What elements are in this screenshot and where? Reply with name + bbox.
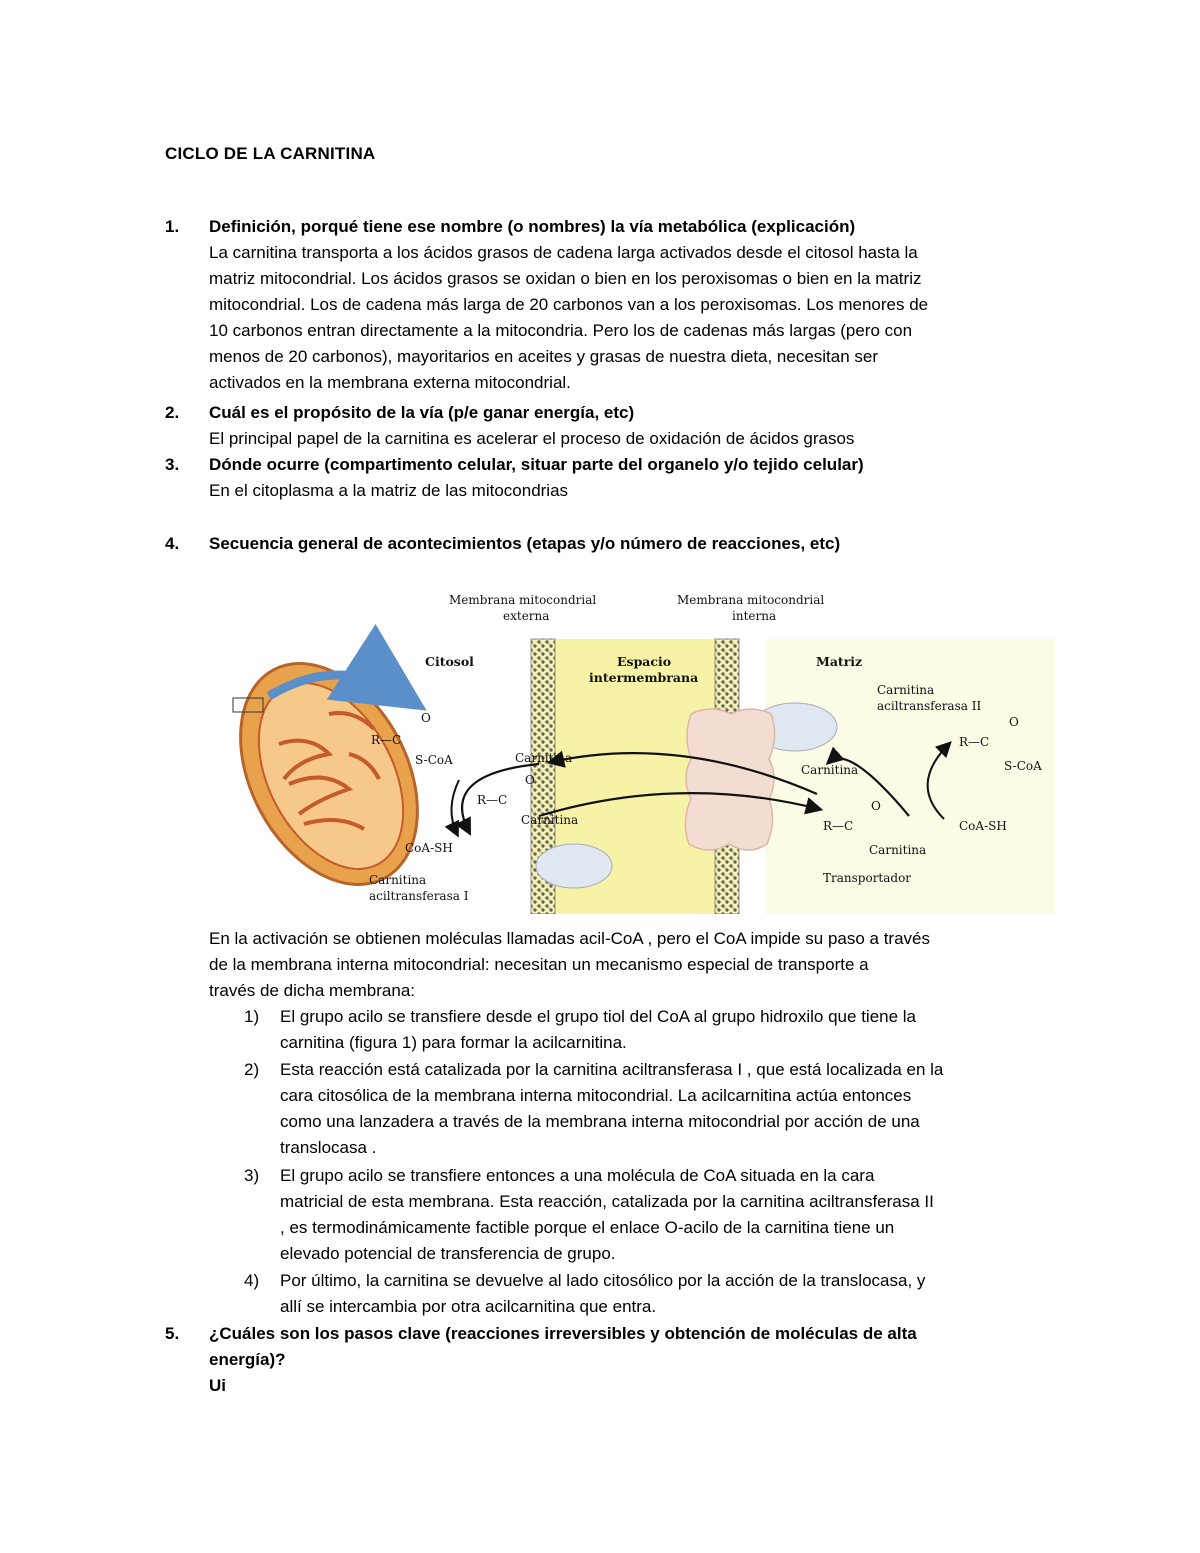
label-o-right: O [1009,715,1019,729]
section-heading-cont: energía)? [209,1350,286,1369]
section-line: mitocondrial. Los de cadena más larga de 20 carbonos van a los peroxisomas. Los menores de [209,295,929,314]
step-line: Por último, la carnitina se devuelve al lado citosólico por la acción de la translocasa, y [280,1271,926,1290]
transporter-protein [685,709,774,850]
step-line: , es termodinámicamente factible porque el enlace O-acilo de la carnitina tiene un [280,1218,895,1237]
label-cat1-2: aciltransferasa I [369,889,469,903]
section-line: La carnitina transporta a los ácidos grasos de cadena larga activados desde el citosol hasta la [209,243,918,262]
label-scoa-left: S-CoA [415,753,453,767]
label-o-matrix: O [871,799,881,813]
label-transportador: Transportador [823,871,912,885]
step-line: cara citosólica de la membrana interna mitocondrial. La acilcarnitina actúa entonces [280,1086,912,1105]
label-espacio-2: intermembrana [589,670,699,685]
step-line: como una lanzadera a través de la membrana interna mitocondrial por acción de una [280,1112,920,1131]
section-line: activados en la membrana externa mitocondrial. [209,373,571,392]
label-cat1-1: Carnitina [369,873,427,887]
label-rc-left: R—C [371,733,402,747]
section-answer: Ui [209,1376,226,1395]
section-heading: ¿Cuáles son los pasos clave (reacciones irreversibles y obtención de moléculas de alta [209,1324,917,1343]
label-inner-membrane-1: Membrana mitocondrial [677,593,825,607]
label-coash-right: CoA-SH [959,819,1007,833]
label-espacio-1: Espacio [617,654,672,669]
label-citosol: Citosol [425,654,474,669]
section-4 [165,531,1045,557]
label-inner-membrane-2: interna [732,609,777,623]
label-scoa-right: S-CoA [1004,759,1042,773]
section-number: 3. [165,455,180,474]
label-coash-left: CoA-SH [405,841,453,855]
activation-paragraph [209,926,1049,1004]
section-1 [165,214,1045,396]
step-1 [244,1004,1044,1056]
label-rc-right: R—C [959,735,990,749]
section-line: matriz mitocondrial. Los ácidos grasos se oxidan o bien en los peroxisomas o bien en la matriz [209,269,922,288]
section-heading: Definición, porqué tiene ese nombre (o nombres) la vía metabólica (explicación) [209,217,856,236]
paragraph-line: En la activación se obtienen moléculas llamadas acil-CoA , pero el CoA impide su paso a través [209,929,930,948]
label-carnitina-b: Carnitina [521,813,579,827]
step-2 [244,1057,1044,1161]
label-rc-matrix: R—C [823,819,854,833]
label-cat2-1: Carnitina [877,683,935,697]
document-title: CICLO DE LA CARNITINA [165,144,376,163]
step-line: carnitina (figura 1) para formar la acilcarnitina. [280,1033,627,1052]
step-line: El grupo acilo se transfiere desde el grupo tiol del CoA al grupo hidroxilo que tiene la [280,1007,917,1026]
label-carnitina-c: Carnitina [801,763,859,777]
section-line: El principal papel de la carnitina es acelerar el proceso de oxidación de ácidos grasos [209,429,855,448]
step-4 [244,1268,1044,1320]
step-line: Esta reacción está catalizada por la carnitina aciltransferasa I , que está localizada en la [280,1060,944,1079]
section-3 [165,452,1045,504]
section-heading: Dónde ocurre (compartimento celular, situar parte del organelo y/o tejido celular) [209,455,864,474]
section-line: menos de 20 carbonos), mayoritarios en aceites y grasas de nuestra dieta, necesitan ser [209,347,879,366]
step-number: 4) [244,1271,260,1290]
section-number: 1. [165,217,180,236]
section-2 [165,400,1045,452]
step-3 [244,1163,1044,1267]
label-carnitina-a: Carnitina [515,751,573,765]
section-heading: Cuál es el propósito de la vía (p/e ganar energía, etc) [209,403,635,422]
step-line: elevado potencial de transferencia de grupo. [280,1244,616,1263]
step-number: 1) [244,1007,260,1026]
carnitine-shuttle-figure [209,584,1055,914]
label-carnitina-d: Carnitina [869,843,927,857]
section-5 [165,1321,1045,1399]
label-o-mid: O [525,773,535,787]
label-rc-mid: R—C [477,793,508,807]
label-outer-membrane-1: Membrana mitocondrial [449,593,597,607]
step-line: matricial de esta membrana. Esta reacción, catalizada por la carnitina aciltransferasa II [280,1192,934,1211]
label-o-left: O [421,711,431,725]
paragraph-line: de la membrana interna mitocondrial: necesitan un mecanismo especial de transporte a [209,955,869,974]
label-cat2-2: aciltransferasa II [877,699,982,713]
label-matriz: Matriz [816,654,863,669]
step-line: translocasa . [280,1138,377,1157]
section-number: 5. [165,1324,180,1343]
step-line: El grupo acilo se transfiere entonces a una molécula de CoA situada en la cara [280,1166,875,1185]
step-number: 3) [244,1166,260,1185]
label-outer-membrane-2: externa [503,609,550,623]
step-line: allí se intercambia por otra acilcarnitina que entra. [280,1297,657,1316]
paragraph-line: través de dicha membrana: [209,981,415,1000]
section-number: 2. [165,403,180,422]
section-line: En el citoplasma a la matriz de las mitocondrias [209,481,569,500]
section-number: 4. [165,534,180,553]
cat1-enzyme [536,844,612,888]
step-number: 2) [244,1060,260,1079]
section-line: 10 carbonos entran directamente a la mitocondria. Pero los de cadenas más largas (pero con [209,321,913,340]
section-heading: Secuencia general de acontecimientos (etapas y/o número de reacciones, etc) [209,534,841,553]
